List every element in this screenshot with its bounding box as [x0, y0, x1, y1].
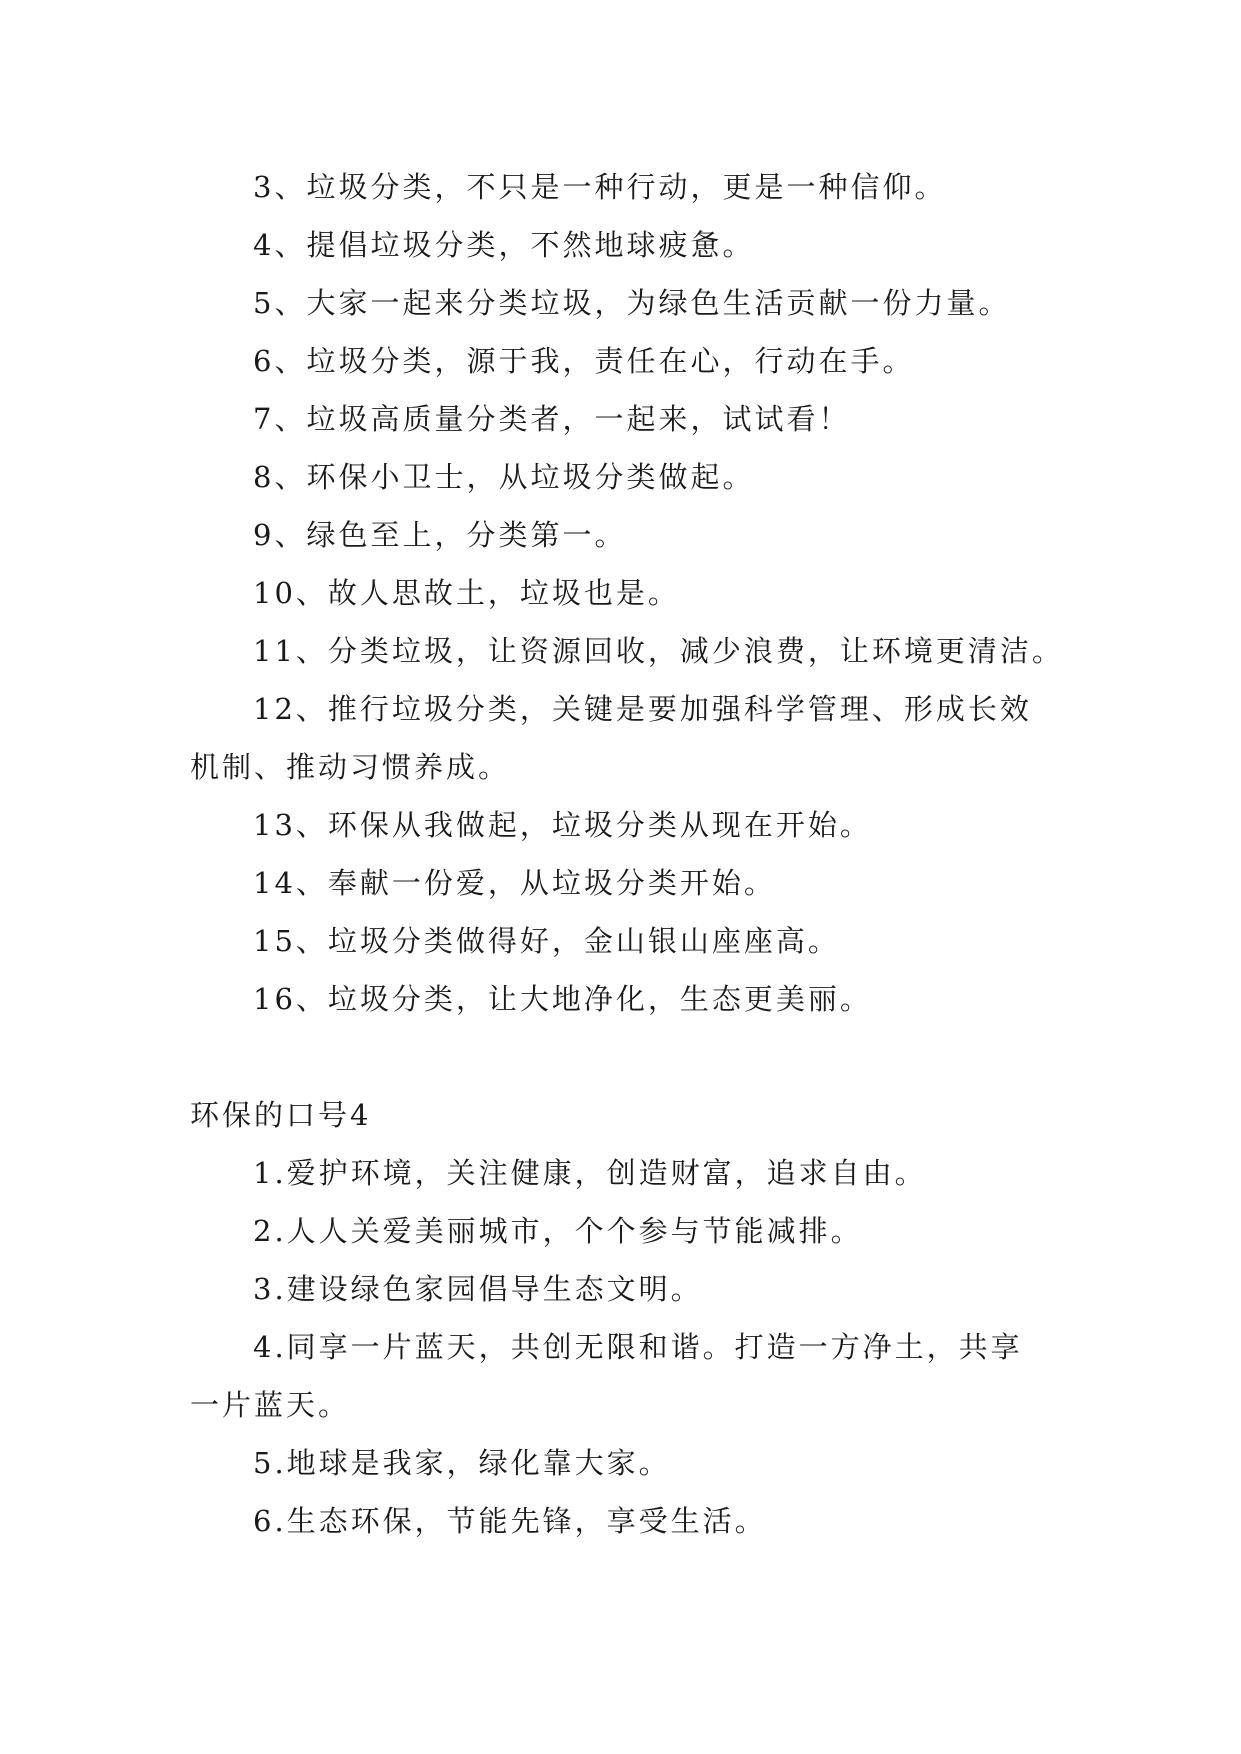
paragraph-line: 5.地球是我家，绿化靠大家。	[253, 1446, 671, 1480]
paragraph-line: 16、垃圾分类，让大地净化，生态更美丽。	[253, 982, 872, 1016]
paragraph-line: 4、提倡垃圾分类，不然地球疲惫。	[253, 228, 755, 262]
paragraph-line: 2.人人关爱美丽城市，个个参与节能减排。	[253, 1214, 863, 1248]
paragraph-line: 14、奉献一份爱，从垃圾分类开始。	[253, 866, 776, 900]
document-body	[190, 158, 1064, 1550]
paragraph-line: 7、垃圾高质量分类者，一起来，试试看！	[253, 402, 851, 436]
section-heading: 环保的口号4	[190, 1098, 372, 1132]
paragraph-line: 6.生态环保，节能先锋，享受生活。	[253, 1504, 767, 1538]
paragraph-line: 15、垃圾分类做得好，金山银山座座高。	[253, 924, 840, 958]
paragraph-line: 3、垃圾分类，不只是一种行动，更是一种信仰。	[253, 170, 947, 204]
paragraph-line: 8、环保小卫士，从垃圾分类做起。	[253, 460, 755, 494]
paragraph-line: 9、绿色至上，分类第一。	[253, 518, 627, 552]
paragraph-continuation-line: 机制、推动习惯养成。	[190, 750, 511, 784]
paragraph-line: 6、垃圾分类，源于我，责任在心，行动在手。	[253, 344, 915, 378]
section-spacer	[190, 1028, 1060, 1086]
paragraph-line: 11、分类垃圾，让资源回收，减少浪费，让环境更清洁。	[253, 634, 1064, 668]
paragraph-line: 1.爱护环境，关注健康，创造财富，追求自由。	[253, 1156, 927, 1190]
paragraph-line: 10、故人思故土，垃圾也是。	[253, 576, 680, 610]
paragraph-line: 3.建设绿色家园倡导生态文明。	[253, 1272, 703, 1306]
paragraph-line: 5、大家一起来分类垃圾，为绿色生活贡献一份力量。	[253, 286, 1011, 320]
paragraph-line: 13、环保从我做起，垃圾分类从现在开始。	[253, 808, 872, 842]
paragraph-line: 4.同享一片蓝天，共创无限和谐。打造一方净土，共享	[253, 1330, 1023, 1364]
paragraph-continuation-line: 一片蓝天。	[190, 1388, 351, 1422]
paragraph-line: 12、推行垃圾分类，关键是要加强科学管理、形成长效	[253, 692, 1032, 726]
